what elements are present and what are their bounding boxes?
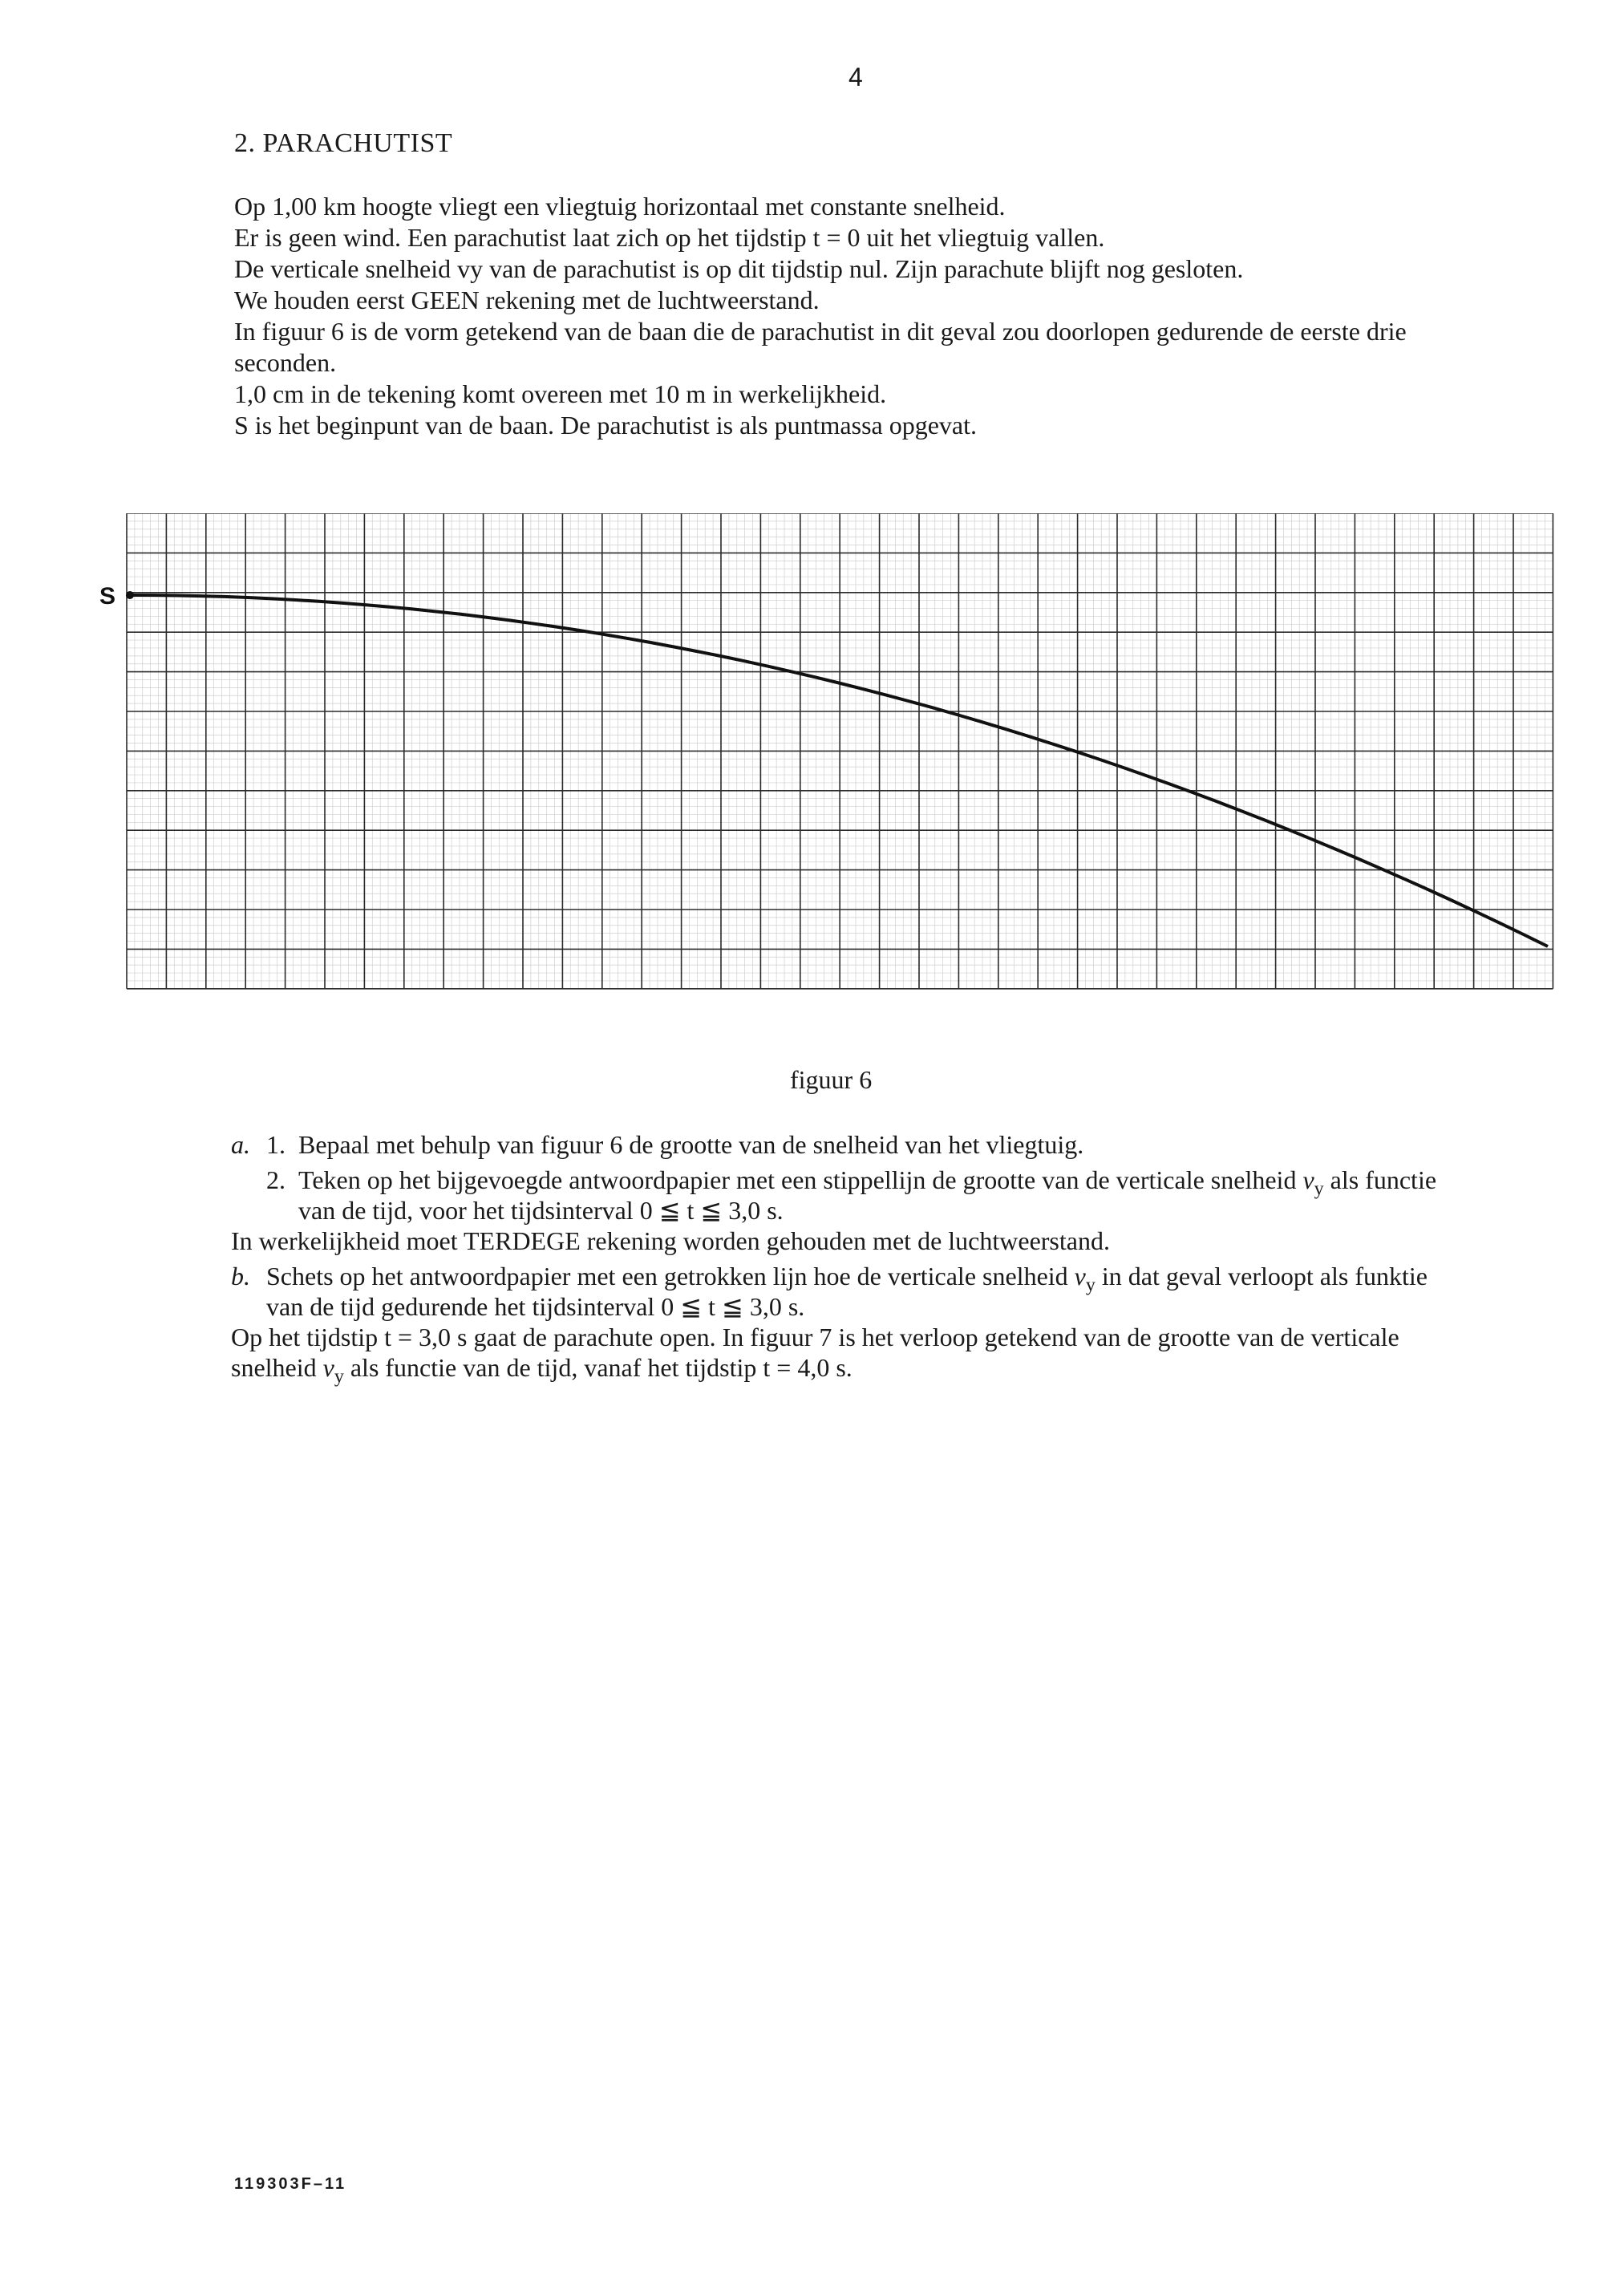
start-label-s: S [99, 583, 116, 610]
final-part: als functie van de tijd, vanaf het tijdstip t = 4,0 s. [343, 1353, 852, 1382]
question-b-text [266, 1261, 1450, 1322]
question-number-1: 1. [266, 1130, 286, 1159]
questions [231, 1129, 1450, 1388]
question-b-part: in dat geval verloopt als funktie van de tijd gedurende het tijdsinterval 0 ≦ t ≦ 3,0 s. [266, 1262, 1428, 1321]
section-title: 2. PARACHUTIST [234, 128, 453, 158]
question-b-part: Schets op het antwoordpapier met een getrokken lijn hoe de verticale snelheid [266, 1262, 1075, 1290]
figure-caption: figuur 6 [790, 1065, 873, 1094]
question-a1 [231, 1129, 1450, 1160]
intro-line: Er is geen wind. Een parachutist laat zich op het tijdstip t = 0 uit het vliegtuig vallen. [234, 223, 1105, 252]
symbol-y: y [1085, 1274, 1095, 1296]
final-part: Op het tijdstip t = 3,0 s gaat de parachute open. In figuur 7 is het verloop getekend van de grootte van de verticale snelheid [231, 1323, 1399, 1382]
question-a2 [231, 1165, 1450, 1226]
intro-line: S is het beginpunt van de baan. De parachutist is als puntmassa opgevat. [234, 411, 978, 440]
symbol-v: v [322, 1353, 334, 1382]
question-b [231, 1261, 1450, 1322]
question-a2-part: als functie van de tijd, voor het tijdsinterval 0 ≦ t ≦ 3,0 s. [298, 1165, 1437, 1225]
figure-6-grid [96, 513, 1596, 995]
symbol-y: y [334, 1366, 344, 1388]
question-label-b: b. [231, 1262, 250, 1290]
intro-line: De verticale snelheid vy van de parachutist is op dit tijdstip nul. Zijn parachute blijft nog gesloten. [234, 254, 1244, 283]
question-a2-part: Teken op het bijgevoegde antwoordpapier met een stippellijn de grootte van de verticale snelheid [298, 1165, 1303, 1194]
trajectory-graph [96, 513, 1596, 995]
symbol-y: y [1314, 1178, 1324, 1200]
page-number: 4 [848, 63, 863, 91]
question-label-a: a. [231, 1130, 250, 1159]
page-code: 119303F–11 [234, 2175, 347, 2193]
intro-line: Op 1,00 km hoogte vliegt een vliegtuig horizontaal met constante snelheid. [234, 192, 1006, 221]
intro-line: 1,0 cm in de tekening komt overeen met 10 m in werkelijkheid. [234, 379, 887, 408]
intro-line: We houden eerst GEEN rekening met de luchtweerstand. [234, 286, 820, 314]
symbol-v: v [1074, 1262, 1086, 1290]
start-point-s [126, 591, 134, 599]
air-resistance-note: In werkelijkheid moet TERDEGE rekening worden gehouden met de luchtweerstand. [231, 1226, 1110, 1255]
intro-line: In figuur 6 is de vorm getekend van de baan die de parachutist in dit geval zou doorlopen gedurende de eerste drie seconden. [234, 317, 1407, 377]
intro-text [234, 191, 1413, 441]
symbol-v: v [1302, 1165, 1314, 1194]
question-a1-text: Bepaal met behulp van figuur 6 de grootte van de snelheid van het vliegtuig. [298, 1130, 1084, 1159]
question-a2-text [266, 1165, 1450, 1226]
parachute-opens-text [231, 1322, 1450, 1388]
question-number-2: 2. [266, 1165, 286, 1194]
